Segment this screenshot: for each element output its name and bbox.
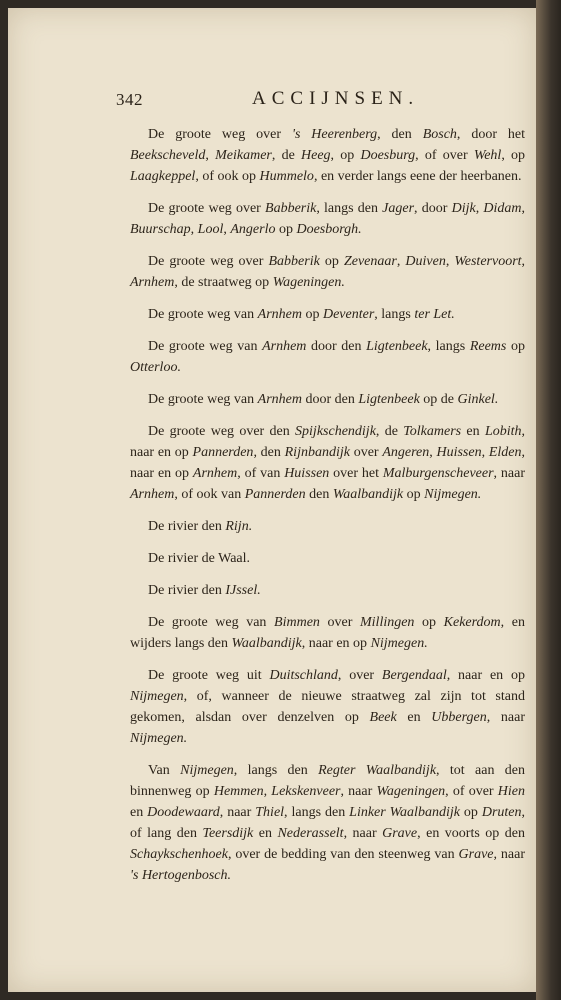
text-run: , langs — [427, 339, 470, 354]
text-run: , of, wanneer de nieuwe straatweg zal zijn tot stand gekomen, alsdan over denzelven op — [130, 689, 525, 725]
place-name: Angerlo — [230, 222, 276, 237]
paragraph — [130, 516, 525, 537]
text-run: , — [205, 148, 216, 163]
place-name: Pannerden — [244, 487, 306, 502]
book-spine — [536, 0, 561, 1000]
text-run: , naar — [493, 847, 525, 862]
text-run: , — [521, 254, 526, 269]
text-run: De groote weg over — [148, 254, 269, 269]
place-name: Nijmegen. — [130, 731, 188, 746]
text-run: , — [475, 201, 484, 216]
text-run: , naar — [340, 784, 377, 799]
text-run: , en voorts op den — [417, 826, 525, 841]
text-run: op — [319, 254, 344, 269]
text-run: door den — [306, 339, 367, 354]
place-name: IJssel. — [225, 583, 261, 598]
text-run: , langs den — [316, 201, 383, 216]
place-name: Doesburg — [360, 148, 416, 163]
place-name: Arnhem — [257, 392, 302, 407]
paragraph — [130, 421, 525, 505]
place-name: ter Let. — [414, 307, 455, 322]
place-name: Bergendaal — [381, 668, 447, 683]
place-name: Malburgenscheveer — [382, 466, 494, 481]
place-name: 's Heerenberg — [291, 127, 378, 142]
place-name: Teersdijk — [202, 826, 254, 841]
text-run: De groote weg van — [148, 339, 263, 354]
place-name: Grave — [382, 826, 418, 841]
text-run: De groote weg van — [148, 307, 258, 322]
place-name: Arnhem — [262, 339, 307, 354]
place-name: Arnhem — [257, 307, 302, 322]
text-run: , op — [330, 148, 361, 163]
place-name: Hemmen — [213, 784, 264, 799]
place-name: Babberik — [265, 201, 317, 216]
text-run: De groote weg van — [148, 615, 275, 630]
text-run: over het — [329, 466, 383, 481]
page-number: 342 — [116, 90, 143, 109]
paragraph — [130, 389, 525, 410]
place-name: Duiven — [405, 254, 446, 269]
text-run: , of ook op — [195, 169, 260, 184]
text-run: , naar — [486, 710, 525, 725]
text-run: , den — [253, 445, 285, 460]
place-name: Nijmegen. — [370, 636, 428, 651]
text-run: , naar — [219, 805, 256, 820]
text-run: en — [396, 710, 432, 725]
place-name: Dijk — [451, 201, 476, 216]
place-name: Nederasselt — [277, 826, 344, 841]
text-run: op — [275, 222, 297, 237]
place-name: Doesborgh. — [296, 222, 362, 237]
place-name: Babberik — [268, 254, 320, 269]
place-name: Beek — [369, 710, 397, 725]
text-run: , door het — [456, 127, 526, 142]
place-name: Arnhem — [130, 275, 175, 290]
text-run: , naar en op — [446, 668, 525, 683]
text-run: De rivier den — [148, 583, 226, 598]
place-name: Regter Waalbandijk — [318, 763, 437, 778]
text-run: , of lang den — [130, 805, 526, 841]
text-run: , op — [501, 148, 526, 163]
place-name: Wageningen. — [272, 275, 345, 290]
paragraph — [130, 124, 525, 187]
place-name: Wehl — [473, 148, 502, 163]
text-run: , of over — [445, 784, 498, 799]
place-name: Lekskenveer — [271, 784, 341, 799]
place-name: Arnhem — [130, 487, 175, 502]
place-name: Ginkel. — [457, 392, 499, 407]
place-name: Hien — [497, 784, 526, 799]
text-run: Van — [148, 763, 181, 778]
text-run: , naar en op — [301, 636, 371, 651]
place-name: Thiel — [255, 805, 285, 820]
place-name: Westervoort — [454, 254, 522, 269]
text-run: , de — [271, 148, 301, 163]
place-name: Schaykschenhoek — [130, 847, 228, 862]
place-name: Lool — [197, 222, 224, 237]
text-run: , over — [337, 668, 382, 683]
text-run: op — [414, 615, 444, 630]
text-run: , den — [377, 127, 423, 142]
text-run: , — [190, 222, 198, 237]
text-run: over — [319, 615, 360, 630]
place-name: Hummelo — [259, 169, 314, 184]
paragraph — [130, 580, 525, 601]
place-name: Bimmen — [274, 615, 320, 630]
paragraph — [130, 548, 525, 569]
text-run: op — [301, 307, 323, 322]
place-name: Nijmegen — [180, 763, 234, 778]
text-run: , — [429, 445, 437, 460]
place-name: Millingen — [360, 615, 415, 630]
place-name: Waalbandijk — [332, 487, 404, 502]
place-name: Waalbandijk — [231, 636, 302, 651]
place-name: Meikamer — [215, 148, 272, 163]
paragraph — [130, 336, 525, 378]
place-name: Elden — [488, 445, 522, 460]
place-name: Grave — [458, 847, 494, 862]
text-run: De groote weg over — [148, 201, 266, 216]
text-run: , — [223, 222, 231, 237]
text-run: , over de bedding van den steenweg van — [227, 847, 459, 862]
place-name: Bosch — [422, 127, 457, 142]
place-name: Rijnbandijk — [284, 445, 350, 460]
text-run: , naar — [343, 826, 383, 841]
text-run: , langs den — [284, 805, 350, 820]
place-name: Huissen — [284, 466, 330, 481]
text-run: op — [459, 805, 482, 820]
paragraph — [130, 612, 525, 654]
place-name: Beekscheveld — [130, 148, 206, 163]
place-name: Wageningen — [376, 784, 446, 799]
text-run: De rivier de Waal. — [148, 551, 251, 566]
text-run: , of over — [415, 148, 474, 163]
place-name: Duitschland — [269, 668, 338, 683]
text-run: De groote weg van — [148, 392, 258, 407]
place-name: Ubbergen — [431, 710, 487, 725]
place-name: Nijmegen — [130, 689, 184, 704]
text-run: , — [521, 201, 525, 216]
text-run: , naar en op — [130, 445, 526, 481]
text-run: , en wijders langs den — [130, 615, 525, 651]
place-name: Reems — [469, 339, 507, 354]
text-run: De rivier den — [148, 519, 226, 534]
text-run: , langs — [374, 307, 415, 322]
paragraph — [130, 665, 525, 749]
place-name: Buurschap — [130, 222, 191, 237]
text-run: door den — [301, 392, 359, 407]
text-run: op — [403, 487, 425, 502]
place-name: Doodewaard — [147, 805, 220, 820]
place-name: Spijkschendijk — [295, 424, 376, 439]
text-run: op — [506, 339, 525, 354]
place-name: Didam — [483, 201, 522, 216]
place-name: Huissen — [436, 445, 482, 460]
paragraph — [130, 760, 525, 886]
text-run: , naar — [493, 466, 525, 481]
page-header — [112, 86, 532, 112]
text-run: op de — [419, 392, 458, 407]
place-name: Ligtenbeek — [366, 339, 428, 354]
place-name: Otterloo. — [130, 360, 181, 375]
text-run: , — [396, 254, 406, 269]
text-run: De groote weg over — [148, 127, 292, 142]
place-name: Angeren — [382, 445, 430, 460]
place-name: Linker Waalbandijk — [349, 805, 460, 820]
text-run: , — [263, 784, 272, 799]
text-run: , de straatweg op — [174, 275, 273, 290]
text-run: , of van — [237, 466, 285, 481]
place-name: 's Hertogenbosch. — [130, 868, 231, 883]
text-run: over — [349, 445, 383, 460]
paragraph — [130, 304, 525, 325]
place-name: Pannerden — [192, 445, 254, 460]
text-run: , tot aan den binnenweg op — [130, 763, 526, 799]
text-run: , door — [414, 201, 452, 216]
paragraph — [130, 251, 525, 293]
place-name: Deventer — [322, 307, 375, 322]
text-run: den — [305, 487, 333, 502]
text-run: De groote weg uit — [148, 668, 270, 683]
place-name: Zevenaar — [343, 254, 397, 269]
text-run: en — [461, 424, 485, 439]
text-run: De groote weg over den — [148, 424, 296, 439]
paragraph — [130, 198, 525, 240]
place-name: Ligtenbeek — [358, 392, 420, 407]
text-run: , of ook van — [174, 487, 245, 502]
text-run: en — [130, 805, 148, 820]
place-name: Tolkamers — [403, 424, 462, 439]
place-name: Lobith — [484, 424, 522, 439]
text-run: , — [445, 254, 455, 269]
place-name: Arnhem — [192, 466, 238, 481]
place-name: Rijn. — [225, 519, 253, 534]
text-run: en — [253, 826, 278, 841]
text-run: , — [481, 445, 489, 460]
place-name: Jager — [382, 201, 415, 216]
place-name: Heeg — [301, 148, 331, 163]
place-name: Kekerdom — [443, 615, 501, 630]
text-run: , de — [375, 424, 404, 439]
text-run: , langs den — [233, 763, 319, 778]
place-name: Druten — [481, 805, 522, 820]
text-run: , naar en op — [130, 424, 526, 460]
body-text — [130, 124, 525, 897]
place-name: Nijmegen. — [424, 487, 482, 502]
place-name: Laagkeppel — [130, 169, 196, 184]
running-head: ACCIJNSEN. — [252, 88, 420, 109]
text-run: , en verder langs eene der heerbanen. — [313, 169, 522, 184]
